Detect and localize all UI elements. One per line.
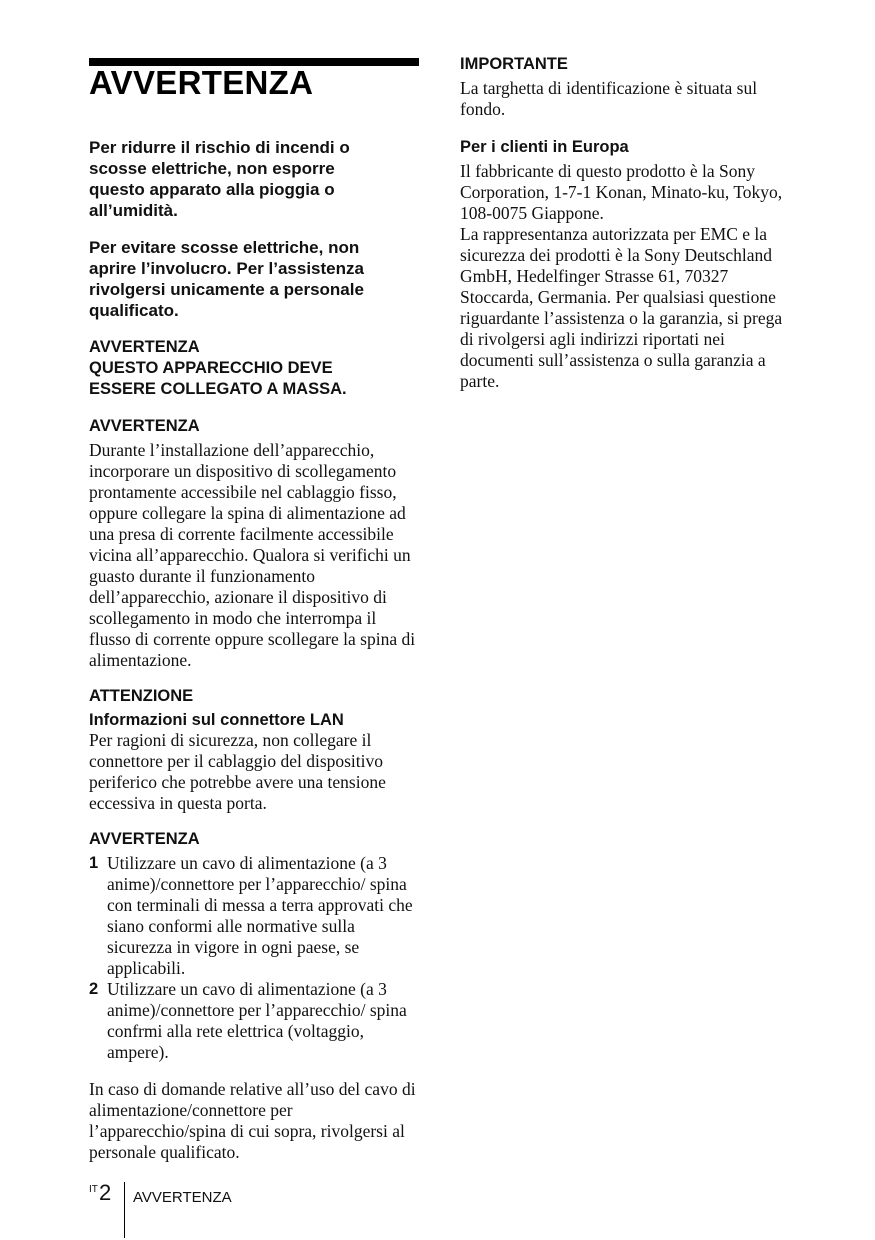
list-item [89,979,419,1063]
ground-warning-heading: AVVERTENZA [89,338,200,356]
section-name: AVVERTENZA [133,1189,232,1206]
closing-note: In caso di domande relative all’uso del cavo di alimentazione/connettore per l’apparecchio/spina di cui sopra, rivolgersi al personale qualificato. [89,1079,416,1162]
europe-heading: Per i clienti in Europa [460,138,629,156]
important-heading: IMPORTANTE [460,55,568,73]
list-item [89,853,419,979]
list-item-number: 2 [89,980,99,998]
europe-manufacturer: Il fabbricante di questo prodotto è la Sony Corporation, 1-7-1 Konan, Minato-ku, Tokyo, 108-0075 Giappone. [460,161,783,223]
page-number: 2 [99,1180,112,1205]
enclosure-warning: Per evitare scosse elettriche, non aprire l’involucro. Per l’assistenza rivolgersi unicamente a personale qualificato. [89,238,364,320]
footer-divider [124,1182,125,1238]
cable-warning-heading: AVVERTENZA [89,830,200,848]
lan-caution-body: Per ragioni di sicurezza, non collegare il connettore per il cablaggio del dispositivo periferico che potrebbe avere una tensione eccessiva in questa porta. [89,730,386,813]
cable-warning-list [89,853,419,1063]
list-item-number: 1 [89,854,99,872]
install-warning-heading: AVVERTENZA [89,417,200,435]
lan-caution-heading: ATTENZIONE [89,687,194,705]
list-item-text: Utilizzare un cavo di alimentazione (a 3 anime)/connettore per l’apparecchio/ spina con terminali di messa a terra approvati che siano conformi alle normative sulla sicurezza in vigore in ogni paese, se applicabili. [107,853,413,978]
lan-caution-subheading: Informazioni sul connettore LAN [89,711,344,729]
important-body: La targhetta di identificazione è situata sul fondo. [460,78,758,119]
fire-shock-warning: Per ridurre il rischio di incendi o scosse elettriche, non esporre questo apparato alla pioggia o all’umidità. [89,138,350,220]
ground-warning-text: QUESTO APPARECCHIO DEVE ESSERE COLLEGATO A MASSA. [89,359,347,398]
europe-representative: La rappresentanza autorizzata per EMC e la sicurezza dei prodotti è la Sony Deutschland GmbH, Hedelfinger Strasse 61, 70327 Stoccarda, Germania. Per qualsiasi questione riguardante l’assistenza o la garanzia, si prega di rivolgersi agli indirizzi riportati nei documenti sull’assistenza o sulla garanzia a parte. [460,224,783,391]
language-code: IT [89,1184,98,1195]
install-warning-body: Durante l’installazione dell’apparecchio, incorporare un dispositivo di scollegamento prontamente accessibile nel cablaggio fisso, oppure collegare la spina di alimentazione ad una presa di corrente facilmente accessibile vicina all’apparecchio. Qualora si verifichi un guasto durante il funzionamento dell’apparecchio, azionare il dispositivo di scollegamento in modo che interrompa il flusso di corrente oppure scollegare la spina di alimentazione. [89,440,416,670]
list-item-text: Utilizzare un cavo di alimentazione (a 3 anime)/connettore per l’apparecchio/ spina confrmi alla rete elettrica (voltaggio, ampere). [107,979,407,1062]
page-title: AVVERTENZA [89,64,314,101]
